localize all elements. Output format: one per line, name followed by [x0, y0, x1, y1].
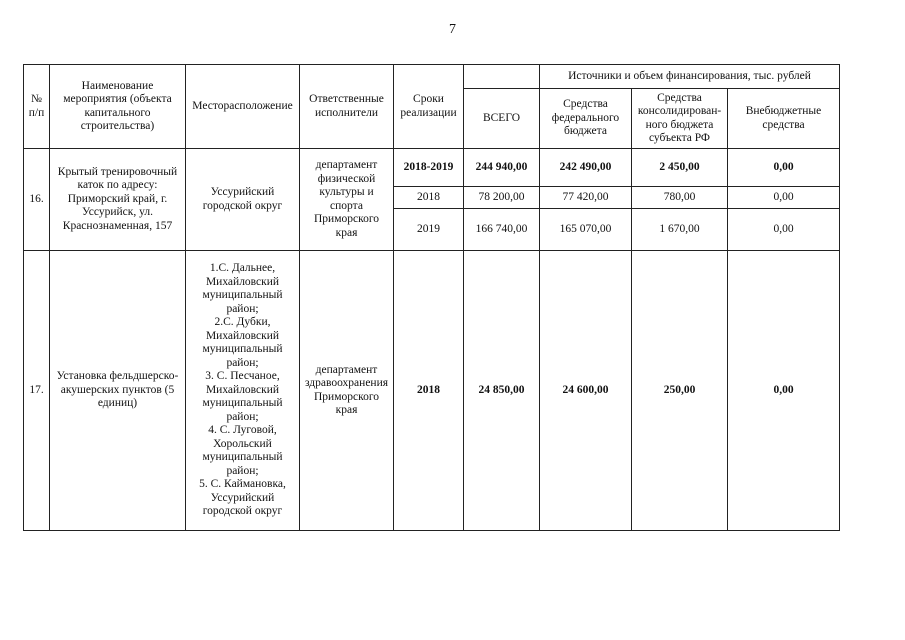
row-total: 24 850,00 [464, 251, 540, 531]
row-location: 1.С. Дальнее, Михайловский муниципальный район; 2.С. Дубки, Михайловский муниципальный район; 3. С. Песчаное, Михайловский муниципальный район; 4. С. Луговой, Хорольский муниципальный район; 5. С. Каймановка, Уссурийский городской округ [186, 251, 300, 531]
row-regional: 2 450,00 [632, 149, 728, 187]
header-location: Месторасположение [186, 65, 300, 149]
row-name: Крытый тренировочный каток по адресу: Приморский край, г. Уссурийск, ул. Краснознаменная, 157 [50, 149, 186, 251]
row-regional: 1 670,00 [632, 209, 728, 251]
header-total: ВСЕГО [464, 89, 540, 149]
row-regional: 780,00 [632, 187, 728, 209]
header-row-1 [24, 65, 840, 89]
row-executor: департамент физической культуры и спорта Приморского края [300, 149, 394, 251]
row-term: 2019 [394, 209, 464, 251]
header-blank [464, 65, 540, 89]
row-total: 166 740,00 [464, 209, 540, 251]
page-number: 7 [449, 22, 456, 37]
header-sources-title: Источники и объем финансирования, тыс. рублей [540, 65, 840, 89]
row-total: 78 200,00 [464, 187, 540, 209]
header-executors: Ответственные исполнители [300, 65, 394, 149]
header-regional: Средства консолидирован-ного бюджета субъекта РФ [632, 89, 728, 149]
row-executor: департамент здравоохранения Приморского края [300, 251, 394, 531]
row-federal: 77 420,00 [540, 187, 632, 209]
table-row [24, 149, 840, 187]
row-term: 2018 [394, 251, 464, 531]
row-location: Уссурийский городской округ [186, 149, 300, 251]
row-federal: 165 070,00 [540, 209, 632, 251]
header-num: № п/п [24, 65, 50, 149]
header-extra: Внебюджетные средства [728, 89, 840, 149]
row-term: 2018 [394, 187, 464, 209]
row-extra: 0,00 [728, 187, 840, 209]
row-extra: 0,00 [728, 209, 840, 251]
row-extra: 0,00 [728, 149, 840, 187]
header-name: Наименование мероприятия (объекта капитального строительства) [50, 65, 186, 149]
table-row [24, 251, 840, 531]
row-federal: 242 490,00 [540, 149, 632, 187]
row-name: Установка фельдшерско-акушерских пунктов (5 единиц) [50, 251, 186, 531]
row-term: 2018-2019 [394, 149, 464, 187]
header-federal: Средства федерального бюджета [540, 89, 632, 149]
row-federal: 24 600,00 [540, 251, 632, 531]
row-total: 244 940,00 [464, 149, 540, 187]
row-regional: 250,00 [632, 251, 728, 531]
row-num: 17. [24, 251, 50, 531]
financing-table [23, 64, 840, 531]
row-extra: 0,00 [728, 251, 840, 531]
row-num: 16. [24, 149, 50, 251]
header-terms: Сроки реализации [394, 65, 464, 149]
